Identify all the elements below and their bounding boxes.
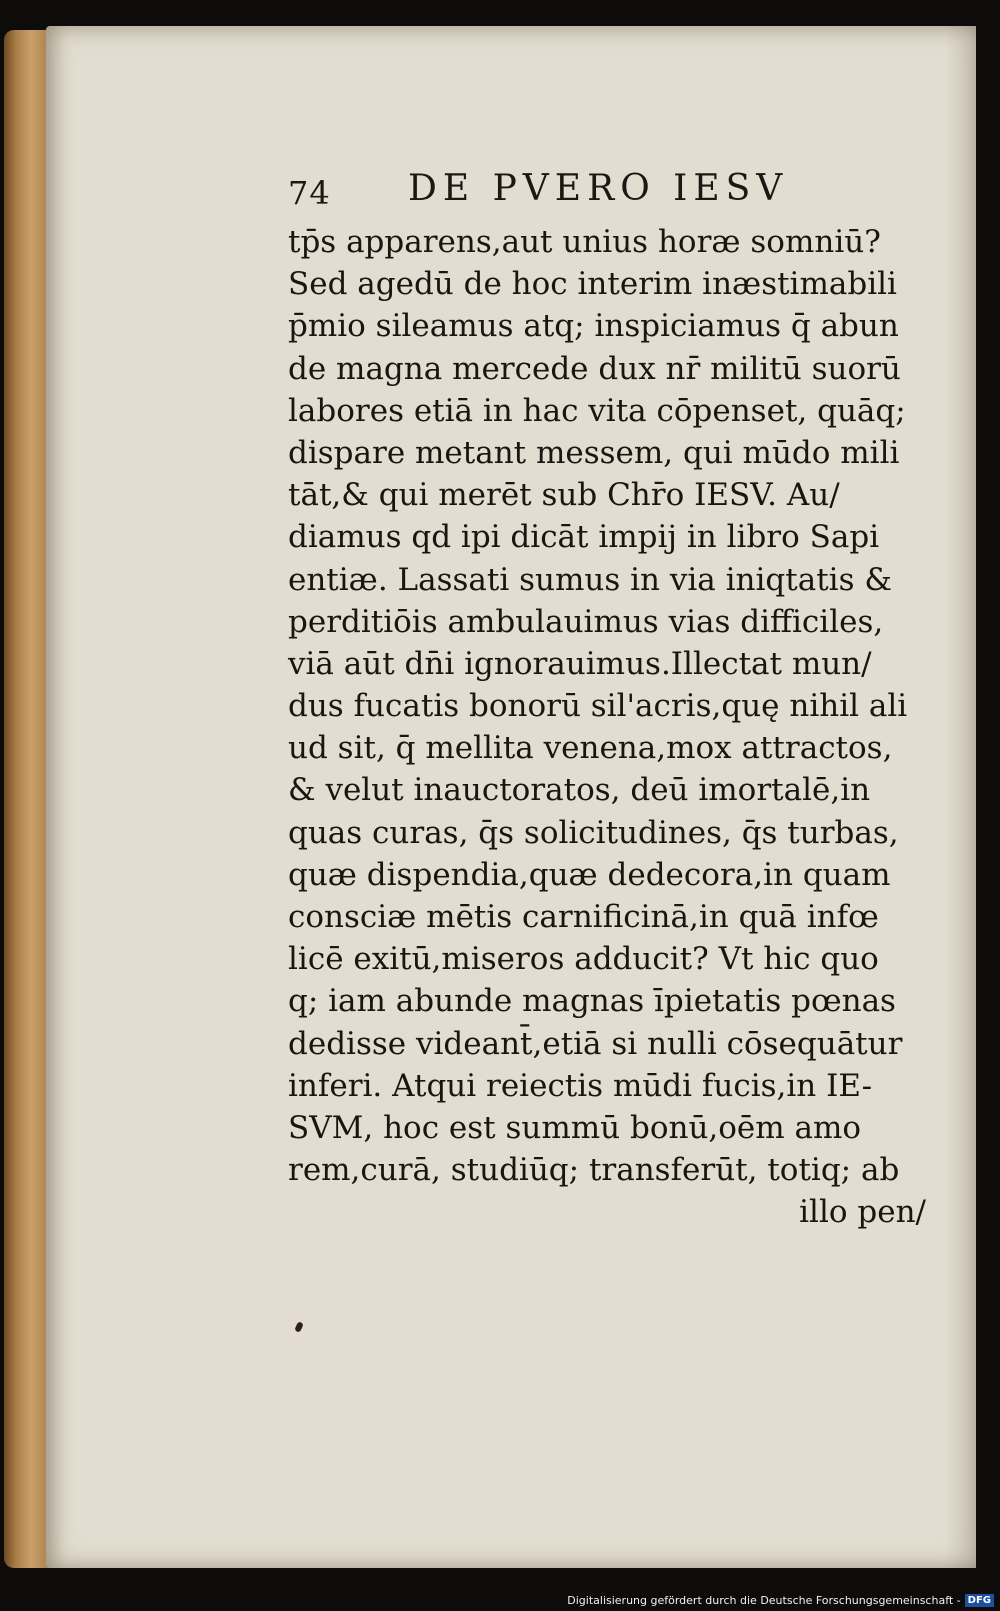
text-line: dedisse videant̄,etiā si nulli cōsequātur xyxy=(288,1025,903,1062)
text-line: SVM, hoc est summū bonū,oēm amo xyxy=(288,1109,862,1146)
text-line: q; iam abunde magnas īpietatis pœnas xyxy=(288,983,896,1020)
dfg-logo: DFG xyxy=(965,1594,994,1607)
text-line: tp̄s apparens,aut unius horæ somniū? xyxy=(288,224,881,260)
text-line: tāt,& qui merēt sub Chr̄o IESV. Au/ xyxy=(288,477,840,514)
credit-text: Digitalisierung gefördert durch die Deutsche Forschungsgemeinschaft - xyxy=(567,1593,961,1607)
text-line: diamus qd ipi dicāt impij in libro Sapi xyxy=(288,519,880,556)
footer-credit xyxy=(567,1592,994,1608)
page-number: 74 xyxy=(288,174,331,212)
text-line: p̄mio sileamus atq; inspiciamus q̄ abun xyxy=(288,308,899,345)
catchword-line: illo pen/ xyxy=(799,1194,926,1231)
body-text xyxy=(288,221,938,1234)
text-line: quas curas, q̄s solicitudines, q̄s turbas, xyxy=(288,814,899,851)
page-header xyxy=(288,168,868,218)
text-line: perditiōis ambulauimus vias difficiles, xyxy=(288,603,884,640)
running-head: DE PVERO IESV xyxy=(408,168,789,209)
text-line: dus fucatis bonorū sil'acris,quę nihil ali xyxy=(288,688,908,725)
text-line: viā aūt dn̄i ignorauimus.Illectat mun/ xyxy=(288,645,872,682)
page-shadow xyxy=(946,26,976,1568)
text-line: quæ dispendia,quæ dedecora,in quam xyxy=(288,856,891,893)
text-line: ud sit, q̄ mellita venena,mox attractos, xyxy=(288,730,893,767)
text-line: & velut inauctoratos, deū imortalē,in xyxy=(288,772,871,809)
text-line: labores etiā in hac vita cōpenset, quāq; xyxy=(288,392,906,429)
text-line: Sed agedū de hoc interim inæstimabili xyxy=(288,266,897,303)
text-line: inferi. Atqui reiectis mūdi fucis,in IE- xyxy=(288,1067,873,1104)
text-line: dispare metant messem, qui mūdo mili xyxy=(288,434,900,471)
text-line: licē exitū,miseros adducit? Vt hic quo xyxy=(288,941,879,978)
text-line: de magna mercede dux nr̄ militū suorū xyxy=(288,350,901,387)
text-line: consciæ mētis carnificinā,in quā infœ xyxy=(288,899,879,935)
text-line: rem,curā, studiūq; transferūt, totiq; ab xyxy=(288,1152,900,1189)
text-line: entiæ. Lassati sumus in via iniqtatis & xyxy=(288,561,892,598)
